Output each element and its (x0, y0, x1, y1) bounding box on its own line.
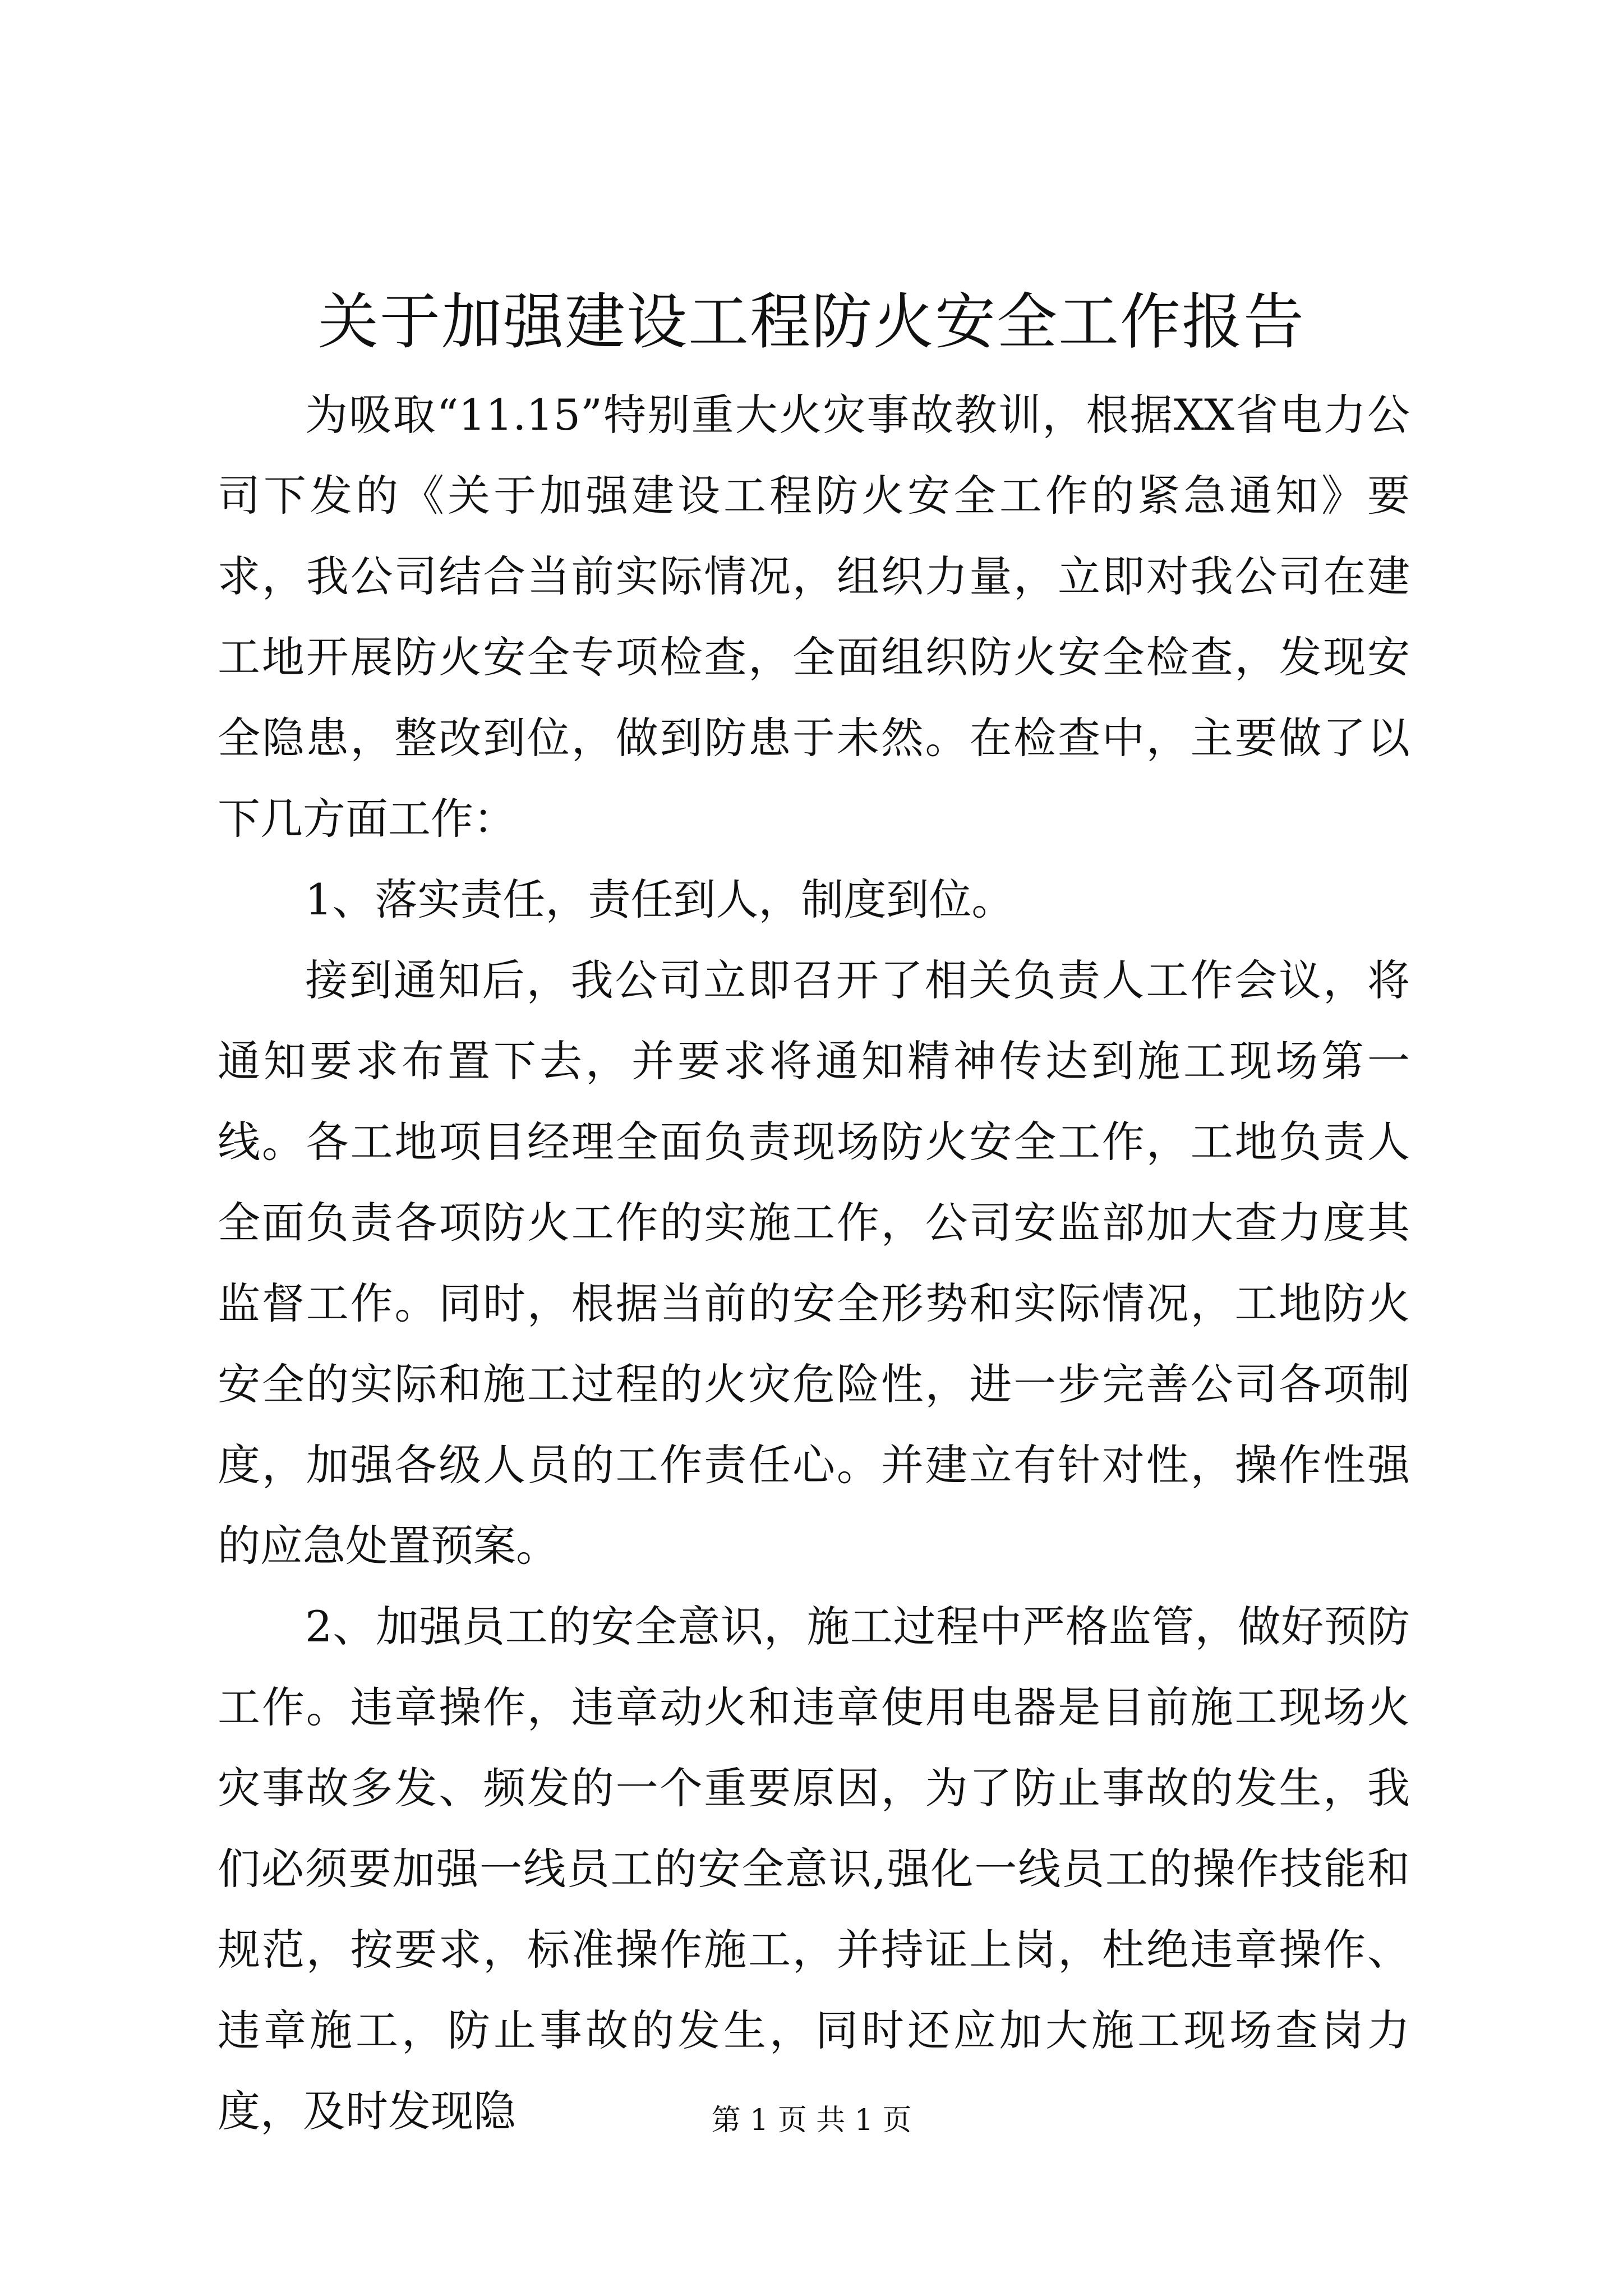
paragraph-section-1: 接到通知后，我公司立即召开了相关负责人工作会议，将通知要求布置下去，并要求将通知精神传达到施工现场第一线。各工地项目经理全面负责现场防火安全工作，工地负责人全面负责各项防火工作的实施工作，公司安监部加大查力度其监督工作。同时，根据当前的安全形势和实际情况，工地防火安全的实际和施工过程的火灾危险性，进一步完善公司各项制度，加强各级人员的工作责任心。并建立有针对性，操作性强的应急处置预案。 (218, 955, 1410, 1571)
document-title: 关于加强建设工程防火安全工作报告 (317, 287, 1305, 357)
document-body (218, 375, 1410, 2152)
page-number-footer: 第 1 页 共 1 页 (711, 2104, 912, 2137)
paragraph-heading-1: 1、落实责任，责任到人，制度到位。 (305, 875, 1015, 924)
paragraph-intro: 为吸取“11.15”特别重大火灾事故教训，根据XX省电力公司下发的《关于加强建设工程防火安全工作的紧急通知》要求，我公司结合当前实际情况，组织力量，立即对我公司在建工地开展防火安全专项检查，全面组织防火安全检查，发现安全隐患，整改到位，做到防患于未然。在检查中，主要做了以下几方面工作： (218, 390, 1410, 844)
paragraph-section-2: 2、加强员工的安全意识，施工过程中严格监管，做好预防工作。违章操作，违章动火和违章使用电器是目前施工现场火灾事故多发、频发的一个重要原因，为了防止事故的发生，我们必须要加强一线员工的安全意识,强化一线员工的操作技能和规范，按要求，标准操作施工，并持证上岗，杜绝违章操作、违章施工，防止事故的发生，同时还应加大施工现场查岗力度，及时发现隐 (218, 1602, 1410, 2136)
